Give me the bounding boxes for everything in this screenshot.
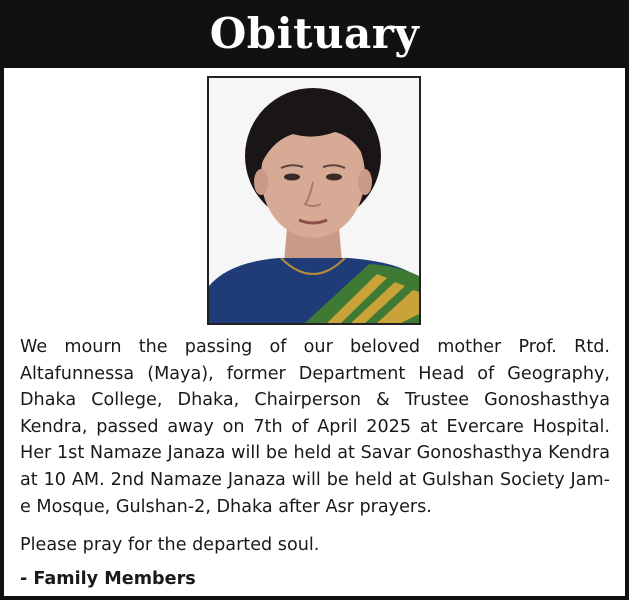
closing-line: Please pray for the departed soul. <box>20 535 320 555</box>
portrait-photo <box>207 76 421 325</box>
portrait-illustration <box>209 78 419 323</box>
signoff: - Family Members <box>20 569 196 589</box>
notice-title: Obituary <box>209 9 420 58</box>
header-bar <box>4 4 625 68</box>
obituary-body: We mourn the passing of our beloved mother Prof. Rtd. Altafunnessa (Maya), former Department Head of Geography, Dhaka College, Dhaka, Chairperson & Trustee Gonoshasthya Kendra, passed away on 7th of April 2025 at Evercare Hospital. Her 1st Namaze Janaza will be held at Savar Gonoshasthya Kendra at 10 AM. 2nd Namaze Janaza will be held at Gulshan Society Jam-e Mosque, Gulshan-2, Dhaka after Asr prayers. <box>20 337 610 517</box>
